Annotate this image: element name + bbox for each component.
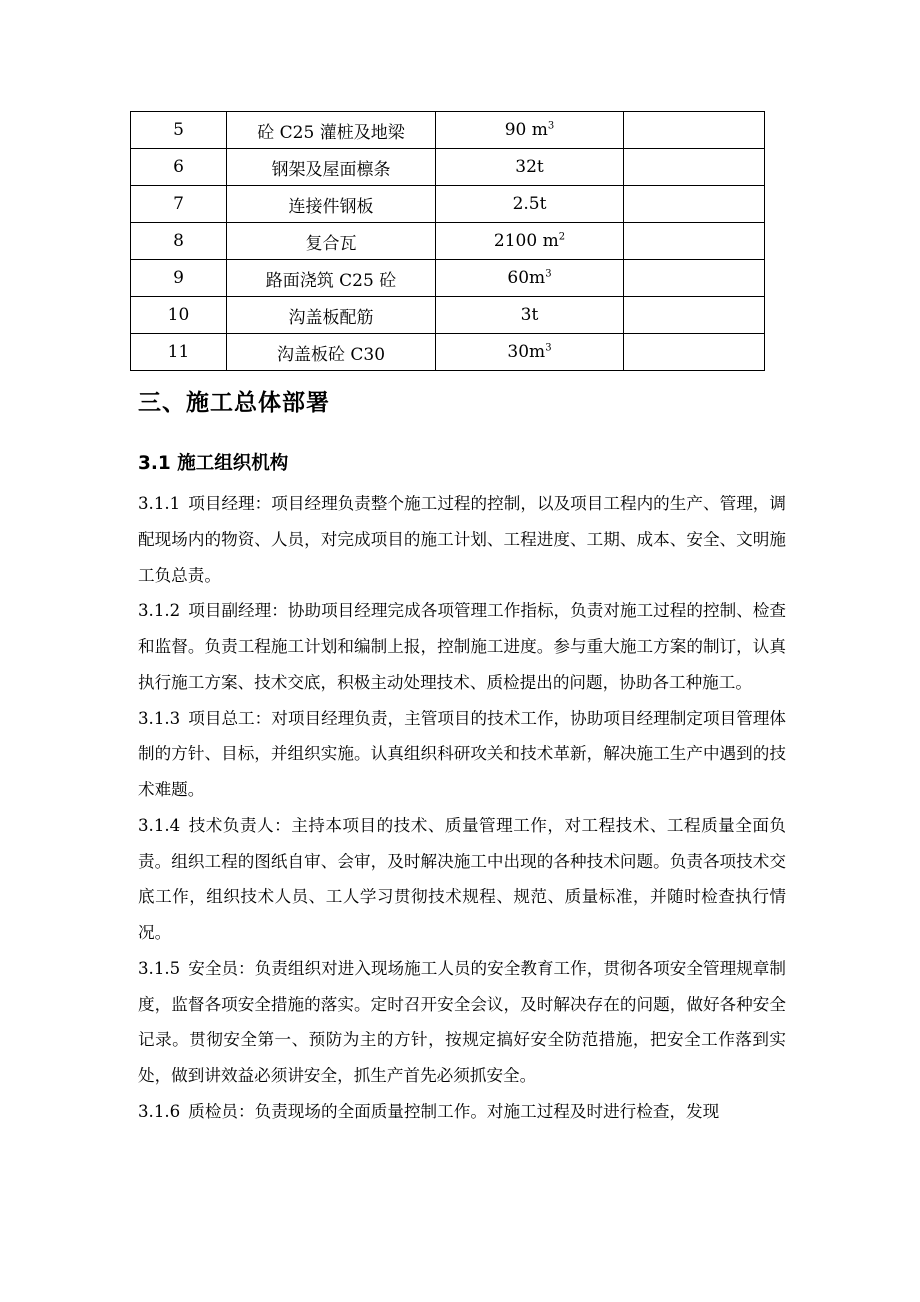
clause-text: 项目总工：对项目经理负责，主管项目的技术工作，协助项目经理制定项目管理体制的方针、目标，并组织实施。认真组织科研攻关和技术革新，解决施工生产中遇到的技术难题。 xyxy=(138,708,786,799)
item-name: 连接件钢板 xyxy=(227,186,436,223)
quantity-value: 2.5t xyxy=(512,194,547,214)
paragraph-3-1-4 xyxy=(138,808,786,951)
quantities-table xyxy=(130,111,765,371)
paragraph-3-1-6 xyxy=(138,1094,786,1130)
unit-exponent: 3 xyxy=(545,342,552,354)
item-name: 钢架及屋面檩条 xyxy=(227,149,436,186)
row-number: 7 xyxy=(131,186,227,223)
subsection-heading: 3.1 施工组织机构 xyxy=(138,453,289,474)
unit-exponent: 3 xyxy=(545,268,552,280)
item-name: 复合瓦 xyxy=(227,223,436,260)
table-row xyxy=(131,223,765,260)
quantity-cell xyxy=(436,223,624,260)
clause-number: 3.1.6 xyxy=(138,1101,181,1121)
row-number: 6 xyxy=(131,149,227,186)
quantity-cell xyxy=(436,334,624,371)
table-row xyxy=(131,260,765,297)
clause-number: 3.1.3 xyxy=(138,708,181,728)
quantity-value: 2100 m xyxy=(493,231,559,251)
row-number: 9 xyxy=(131,260,227,297)
row-number: 10 xyxy=(131,297,227,334)
unit-exponent: 2 xyxy=(558,231,566,243)
quantity-value: 30m xyxy=(507,342,546,362)
clause-number: 3.1.1 xyxy=(138,494,181,513)
quantity-value: 3t xyxy=(520,305,539,325)
quantity-cell xyxy=(436,260,624,297)
clause-text: 项目副经理：协助项目经理完成各项管理工作指标，负责对施工过程的控制、检查和监督。负责工程施工计划和编制上报，控制施工进度。参与重大施工方案的制订，认真执行施工方案、技术交底，积极主动处理技术、质检提出的问题，协助各工种施工。 xyxy=(138,601,786,692)
paragraph-3-1-2 xyxy=(138,593,786,700)
item-name: 沟盖板配筋 xyxy=(227,297,436,334)
table-row xyxy=(131,149,765,186)
note-cell xyxy=(624,149,765,186)
item-name: 路面浇筑 C25 砼 xyxy=(227,260,436,297)
note-cell xyxy=(624,297,765,334)
clause-text: 安全员：负责组织对进入现场施工人员的安全教育工作，贯彻各项安全管理规章制度，监督各项安全措施的落实。定时召开安全会议，及时解决存在的问题，做好各种安全记录。贯彻安全第一、预防为主的方针，按规定搞好安全防范措施，把安全工作落到实处，做到讲效益必须讲安全，抓生产首先必须抓安全。 xyxy=(138,958,786,1085)
quantity-value: 90 m xyxy=(504,120,548,140)
row-number: 5 xyxy=(131,112,227,149)
note-cell xyxy=(624,223,765,260)
note-cell xyxy=(624,112,765,149)
clause-text: 技术负责人：主持本项目的技术、质量管理工作，对工程技术、工程质量全面负责。组织工程的图纸自审、会审，及时解决施工中出现的各种技术问题。负责各项技术交底工作，组织技术人员、工人学习贯彻技术规程、规范、质量标准，并随时检查执行情况。 xyxy=(138,815,786,942)
item-name: 沟盖板砼 C30 xyxy=(227,334,436,371)
section-heading: 三、施工总体部署 xyxy=(138,390,330,416)
table-row xyxy=(131,334,765,371)
item-name: 砼 C25 灌桩及地梁 xyxy=(227,112,436,149)
quantity-cell xyxy=(436,186,624,223)
paragraph-3-1-5 xyxy=(138,951,786,1094)
note-cell xyxy=(624,260,765,297)
quantity-cell xyxy=(436,297,624,334)
row-number: 8 xyxy=(131,223,227,260)
table-row xyxy=(131,186,765,223)
table-row xyxy=(131,297,765,334)
clause-number: 3.1.5 xyxy=(138,958,181,978)
note-cell xyxy=(624,186,765,223)
clause-number: 3.1.2 xyxy=(138,601,181,621)
row-number: 11 xyxy=(131,334,227,371)
table-row xyxy=(131,112,765,149)
unit-exponent: 3 xyxy=(547,120,555,132)
clause-text: 项目经理：项目经理负责整个施工过程的控制，以及项目工程内的生产、管理，调配现场内的物资、人员，对完成项目的施工计划、工程进度、工期、成本、安全、文明施工负总责。 xyxy=(138,494,786,585)
body-text xyxy=(138,486,786,1130)
paragraph-3-1-1 xyxy=(138,486,786,593)
note-cell xyxy=(624,334,765,371)
clause-text: 质检员：负责现场的全面质量控制工作。对施工过程及时进行检查，发现 xyxy=(188,1101,720,1121)
paragraph-3-1-3 xyxy=(138,701,786,808)
quantity-value: 60m xyxy=(507,268,546,288)
quantity-value: 32t xyxy=(515,157,544,177)
quantity-cell xyxy=(436,112,624,149)
clause-number: 3.1.4 xyxy=(138,815,181,835)
quantity-cell xyxy=(436,149,624,186)
